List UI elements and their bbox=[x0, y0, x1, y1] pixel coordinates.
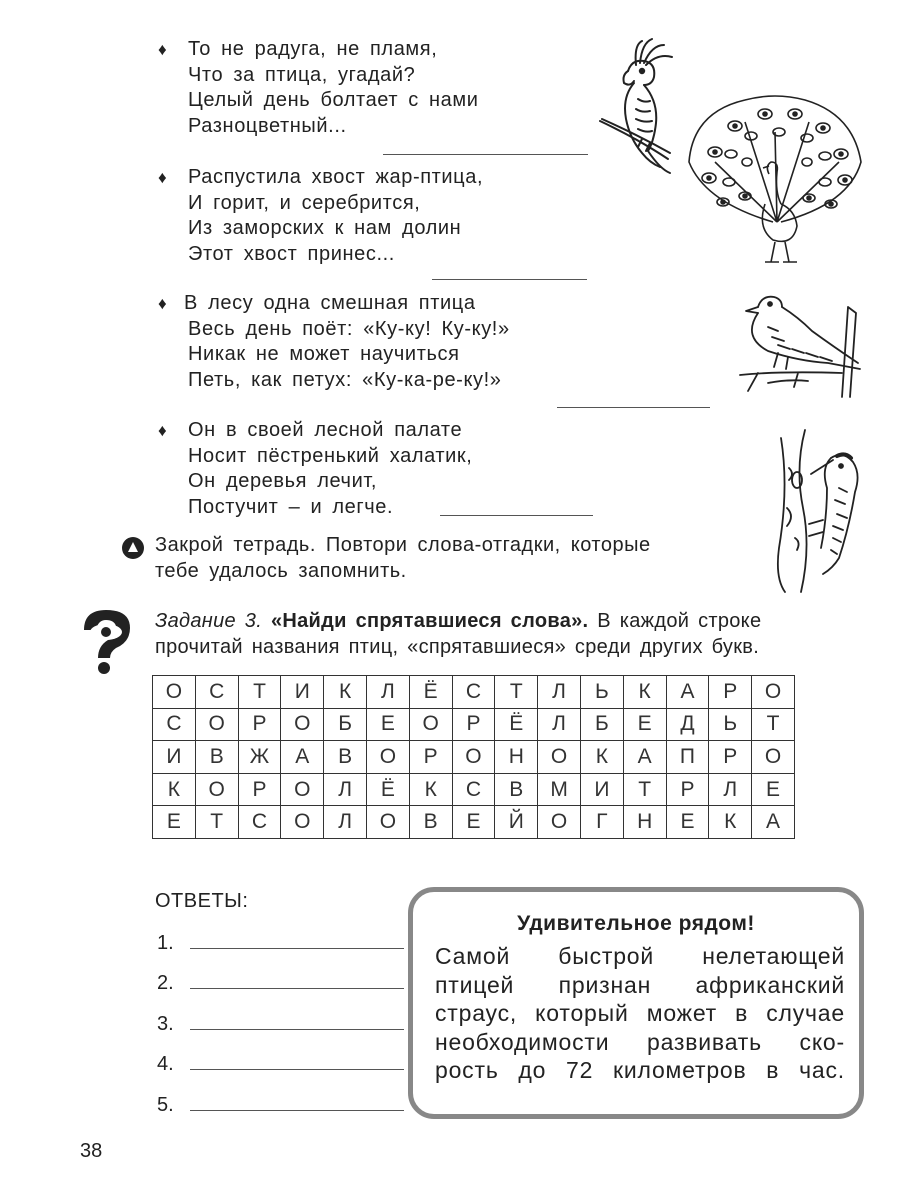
grid-cell[interactable]: О bbox=[538, 806, 581, 839]
grid-cell[interactable]: О bbox=[366, 806, 409, 839]
grid-row bbox=[153, 806, 795, 839]
diamond-bullet-icon: ♦ bbox=[158, 40, 168, 59]
fact-line: Самой быстрой нелетающей bbox=[435, 943, 845, 969]
grid-cell[interactable]: Р bbox=[709, 676, 752, 709]
answer-number: 5. bbox=[157, 1094, 174, 1116]
grid-cell[interactable]: Б bbox=[580, 708, 623, 741]
answer-field-1[interactable] bbox=[190, 948, 404, 949]
answer-blank-2[interactable] bbox=[432, 279, 587, 280]
grid-row bbox=[153, 773, 795, 806]
riddle-line: Из заморских к нам долин bbox=[188, 217, 462, 239]
grid-cell[interactable]: С bbox=[452, 773, 495, 806]
grid-row bbox=[153, 676, 795, 709]
riddle-line: Он деревья лечит, bbox=[188, 470, 378, 492]
answers-title: ОТВЕТЫ: bbox=[155, 890, 249, 912]
answer-field-4[interactable] bbox=[190, 1069, 404, 1070]
grid-cell[interactable]: Л bbox=[709, 773, 752, 806]
grid-cell[interactable]: Л bbox=[324, 806, 367, 839]
riddle-line: То не радуга, не пламя, bbox=[188, 38, 438, 60]
grid-cell[interactable]: Ё bbox=[409, 676, 452, 709]
grid-cell[interactable]: К bbox=[709, 806, 752, 839]
riddle-line: В лесу одна смешная птица bbox=[184, 292, 476, 314]
task-text: прочитай названия птиц, «спрятавшиеся» среди других букв. bbox=[155, 636, 760, 658]
task-number: Задание 3. bbox=[155, 610, 263, 632]
page-number: 38 bbox=[80, 1140, 103, 1162]
fact-text bbox=[435, 942, 845, 1085]
riddle-line: Он в своей лесной палате bbox=[188, 419, 463, 441]
task-title: «Найди спрятавшиеся слова». bbox=[270, 610, 589, 632]
grid-cell[interactable]: К bbox=[324, 676, 367, 709]
task-3 bbox=[155, 608, 761, 660]
fact-line: необходимости развивать ско- bbox=[435, 1028, 845, 1055]
grid-cell[interactable]: Р bbox=[452, 708, 495, 741]
grid-cell[interactable]: Л bbox=[324, 773, 367, 806]
answer-blank-3[interactable] bbox=[557, 407, 710, 408]
grid-cell[interactable]: Ж bbox=[238, 741, 281, 774]
diamond-bullet-icon: ♦ bbox=[158, 168, 168, 187]
answer-number: 1. bbox=[157, 932, 174, 954]
grid-cell[interactable]: Р bbox=[238, 708, 281, 741]
grid-cell[interactable]: Р bbox=[238, 773, 281, 806]
cuckoo-illustration bbox=[738, 287, 863, 399]
grid-row bbox=[153, 708, 795, 741]
grid-cell[interactable]: А bbox=[752, 806, 795, 839]
fact-box bbox=[408, 887, 864, 1119]
riddle-line: Этот хвост принес... bbox=[188, 242, 395, 265]
grid-cell[interactable]: О bbox=[195, 773, 238, 806]
grid-cell[interactable]: И bbox=[580, 773, 623, 806]
grid-cell[interactable]: О bbox=[538, 741, 581, 774]
grid-cell[interactable]: О bbox=[752, 676, 795, 709]
answer-field-2[interactable] bbox=[190, 988, 404, 989]
grid-cell[interactable]: Т bbox=[623, 773, 666, 806]
grid-cell[interactable]: Й bbox=[495, 806, 538, 839]
riddle-line: Постучит – и легче. bbox=[188, 495, 394, 518]
grid-cell[interactable]: В bbox=[195, 741, 238, 774]
grid-cell[interactable]: Е bbox=[452, 806, 495, 839]
grid-cell[interactable]: В bbox=[409, 806, 452, 839]
grid-cell[interactable]: Т bbox=[195, 806, 238, 839]
grid-cell[interactable]: О bbox=[281, 806, 324, 839]
instruction-line: тебе удалось запомнить. bbox=[155, 560, 407, 582]
grid-cell[interactable]: Е bbox=[153, 806, 196, 839]
parrot-illustration bbox=[598, 35, 680, 175]
answer-field-5[interactable] bbox=[190, 1110, 404, 1111]
grid-cell[interactable]: К bbox=[153, 773, 196, 806]
grid-cell[interactable]: О bbox=[195, 708, 238, 741]
grid-cell[interactable]: Р bbox=[709, 741, 752, 774]
riddle-line: Распустила хвост жар-птица, bbox=[188, 166, 484, 188]
grid-cell[interactable]: Т bbox=[752, 708, 795, 741]
riddle-line: И горит, и серебрится, bbox=[188, 191, 421, 214]
answer-blank-4[interactable] bbox=[440, 515, 593, 516]
riddle-line: Никак не может научиться bbox=[188, 343, 460, 365]
fact-line: рость до 72 километров в час. bbox=[435, 1057, 845, 1084]
grid-cell[interactable]: Е bbox=[623, 708, 666, 741]
grid-cell[interactable]: Р bbox=[409, 741, 452, 774]
grid-cell[interactable]: К bbox=[409, 773, 452, 806]
grid-cell[interactable]: С bbox=[452, 676, 495, 709]
grid-cell[interactable]: Р bbox=[666, 773, 709, 806]
answer-number: 4. bbox=[157, 1053, 174, 1075]
grid-cell[interactable]: К bbox=[580, 741, 623, 774]
riddle-line: Весь день поёт: «Ку-ку! Ку-ку!» bbox=[188, 317, 510, 340]
instruction bbox=[155, 532, 651, 584]
grid-cell[interactable]: С bbox=[153, 708, 196, 741]
grid-cell[interactable]: Л bbox=[538, 676, 581, 709]
grid-cell[interactable]: Д bbox=[666, 708, 709, 741]
grid-cell[interactable]: Т bbox=[495, 676, 538, 709]
grid-cell[interactable]: И bbox=[281, 676, 324, 709]
grid-cell[interactable]: Ё bbox=[366, 773, 409, 806]
grid-cell[interactable]: О bbox=[153, 676, 196, 709]
riddle-2 bbox=[158, 165, 483, 267]
riddle-line: Носит пёстренький халатик, bbox=[188, 444, 473, 467]
grid-cell[interactable]: Л bbox=[366, 676, 409, 709]
answer-field-3[interactable] bbox=[190, 1029, 404, 1030]
riddle-line: Целый день болтает с нами bbox=[188, 89, 479, 111]
grid-cell[interactable]: О bbox=[366, 741, 409, 774]
answer-blank-1[interactable] bbox=[383, 154, 588, 155]
grid-cell[interactable]: А bbox=[281, 741, 324, 774]
grid-cell[interactable]: Н bbox=[495, 741, 538, 774]
triangle-circle-icon bbox=[122, 537, 144, 559]
grid-cell[interactable]: О bbox=[281, 773, 324, 806]
grid-cell[interactable]: Е bbox=[752, 773, 795, 806]
task-text: В каждой строке bbox=[597, 610, 762, 632]
letter-grid bbox=[152, 675, 795, 839]
grid-cell[interactable]: И bbox=[153, 741, 196, 774]
grid-cell[interactable]: М bbox=[538, 773, 581, 806]
grid-cell[interactable]: Г bbox=[580, 806, 623, 839]
grid-cell[interactable]: Ь bbox=[580, 676, 623, 709]
grid-cell[interactable]: С bbox=[238, 806, 281, 839]
grid-cell[interactable]: О bbox=[752, 741, 795, 774]
grid-row bbox=[153, 741, 795, 774]
diamond-bullet-icon: ♦ bbox=[158, 421, 168, 440]
answer-number: 2. bbox=[157, 972, 174, 994]
grid-cell[interactable]: В bbox=[495, 773, 538, 806]
riddle-line: Разноцветный... bbox=[188, 114, 347, 137]
grid-cell[interactable]: Е bbox=[666, 806, 709, 839]
fact-line: страус, который может в случае bbox=[435, 1000, 845, 1027]
riddle-line: Что за птица, угадай? bbox=[188, 63, 416, 86]
riddle-4 bbox=[158, 418, 472, 520]
fact-title: Удивительное рядом! bbox=[517, 912, 755, 935]
grid-cell[interactable]: Н bbox=[623, 806, 666, 839]
grid-cell[interactable]: В bbox=[324, 741, 367, 774]
eye-question-icon bbox=[76, 608, 136, 674]
riddle-line: Петь, как петух: «Ку-ка-ре-ку!» bbox=[188, 368, 502, 391]
riddle-3 bbox=[158, 291, 510, 393]
answer-number: 3. bbox=[157, 1013, 174, 1035]
grid-cell[interactable]: Е bbox=[366, 708, 409, 741]
grid-cell[interactable]: С bbox=[195, 676, 238, 709]
grid-cell[interactable]: А bbox=[666, 676, 709, 709]
instruction-line: Закрой тетрадь. Повтори слова-отгадки, которые bbox=[155, 534, 651, 556]
grid-cell[interactable]: Б bbox=[324, 708, 367, 741]
grid-cell[interactable]: О bbox=[409, 708, 452, 741]
diamond-bullet-icon: ♦ bbox=[158, 294, 168, 313]
peacock-illustration bbox=[685, 92, 865, 268]
woodpecker-illustration bbox=[775, 428, 875, 593]
grid-cell[interactable]: Т bbox=[238, 676, 281, 709]
grid-cell[interactable]: О bbox=[452, 741, 495, 774]
grid-cell[interactable]: А bbox=[623, 741, 666, 774]
fact-line: птицей признан африканский bbox=[435, 971, 845, 998]
grid-cell[interactable]: О bbox=[281, 708, 324, 741]
riddle-1 bbox=[158, 37, 479, 139]
grid-cell[interactable]: К bbox=[623, 676, 666, 709]
grid-cell[interactable]: Ё bbox=[495, 708, 538, 741]
grid-cell[interactable]: Ь bbox=[709, 708, 752, 741]
grid-cell[interactable]: П bbox=[666, 741, 709, 774]
grid-cell[interactable]: Л bbox=[538, 708, 581, 741]
